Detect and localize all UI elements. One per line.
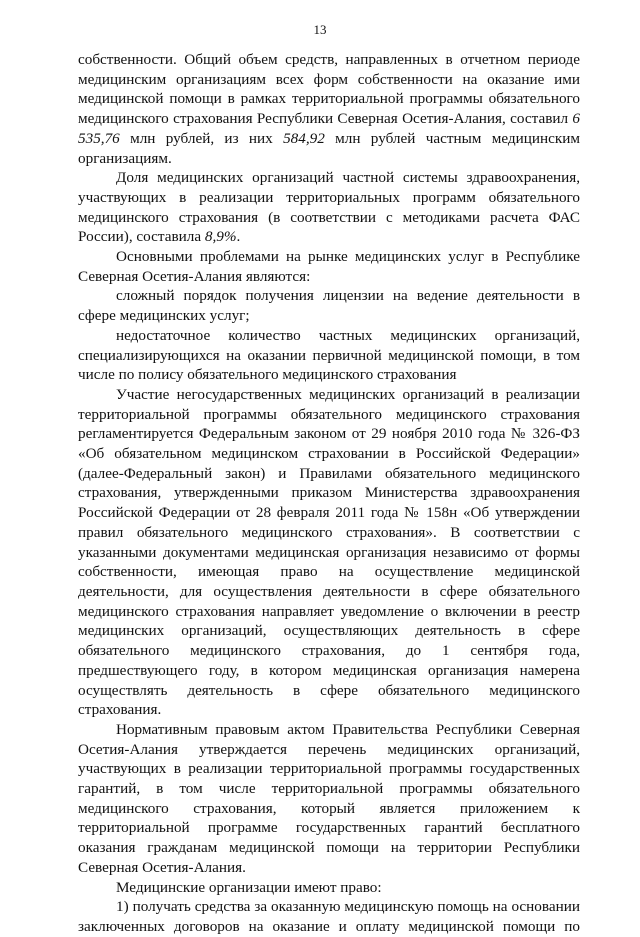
paragraph-text: Медицинские организации имеют право:: [116, 878, 382, 896]
paragraph: [78, 286, 580, 325]
paragraph-text: 1) получать средства за оказанную медицинскую помощь на основании заключенных договоров на оказание и оплату медицинской помощи по: [78, 898, 580, 935]
paragraph-text: Участие негосударственных медицинских организаций в реализации территориальной программы обязательного медицинского страхования регламентируется Федеральным законом от 29 ноября 2010 года № 326-ФЗ «Об обязательном медицинском страховании в Российской Федерации» (далее-Федеральный закон) и Правилами обязательного медицинского страхования, утвержденными приказом Министерства здравоохранения Российской Федерации от 28 февраля 2011 года № 158н «Об утверждении правил обязательного медицинского страхования». В соответствии с указанными документами медицинская организация независимо от формы собственности, имеющая право на осуществление медицинской деятельности, для осуществления деятельности в сфере обязательного медицинского страхования направляет уведомление о включении в реестр медицинских организаций, осуществляющих деятельность в сфере обязательного медицинского страхования, до 1 сентября года, предшествующего году, в котором медицинская организация намерена осуществлять деятельность в сфере обязательного медицинского страхования.: [78, 385, 580, 719]
paragraph-text: .: [236, 228, 241, 246]
paragraph: [78, 720, 580, 878]
paragraph-text: собственности. Общий объем средств, направленных в отчетном периоде медицинским организациям всех форм собственности на оказание ими медицинской помощи в рамках территориальной программы обязательного медицинского страхования Республики Северная Осетия-Алания, составил: [78, 51, 580, 128]
paragraph: [78, 897, 580, 936]
italic-figure: 8,9%: [204, 228, 237, 246]
paragraph: [78, 326, 580, 385]
paragraph: [78, 878, 580, 898]
paragraph-text: Основными проблемами на рынке медицинских услуг в Республике Северная Осетия-Алания являются:: [78, 248, 580, 285]
italic-figure: 584,92: [283, 129, 325, 147]
paragraph-text: млн рублей, из них: [119, 129, 284, 147]
paragraph-text: Доля медицинских организаций частной системы здравоохранения, участвующих в реализации территориальных программ обязательного медицинского страхования (в соответствии с методиками расчета ФАС России), составила: [78, 169, 580, 246]
paragraph: [78, 168, 580, 247]
italic-figure: 6 535,76: [78, 110, 580, 147]
paragraph-text: недостаточное количество частных медицинских организаций, специализирующихся на оказании первичной медицинской помощи, в том числе по полису обязательного медицинского страхования: [78, 326, 580, 384]
paragraph-text: млн рублей частным медицинским организациям.: [78, 129, 580, 167]
paragraph-text: сложный порядок получения лицензии на ведение деятельности в сфере медицинских услуг;: [78, 287, 580, 325]
paragraph: [78, 50, 580, 168]
paragraph: [78, 247, 580, 286]
page-number: 13: [313, 22, 327, 37]
paragraph-text: Нормативным правовым актом Правительства Республики Северная Осетия-Алания утверждается перечень медицинских организаций, участвующих в реализации территориальной программы государственных гарантий, в том числе территориальной программы обязательного медицинского страхования, который является приложением к территориальной программе государственных гарантий бесплатного оказания гражданам медицинской помощи на территории Республики Северная Осетия-Алания.: [78, 720, 580, 876]
document-body: [78, 50, 580, 937]
paragraph: [78, 385, 580, 720]
